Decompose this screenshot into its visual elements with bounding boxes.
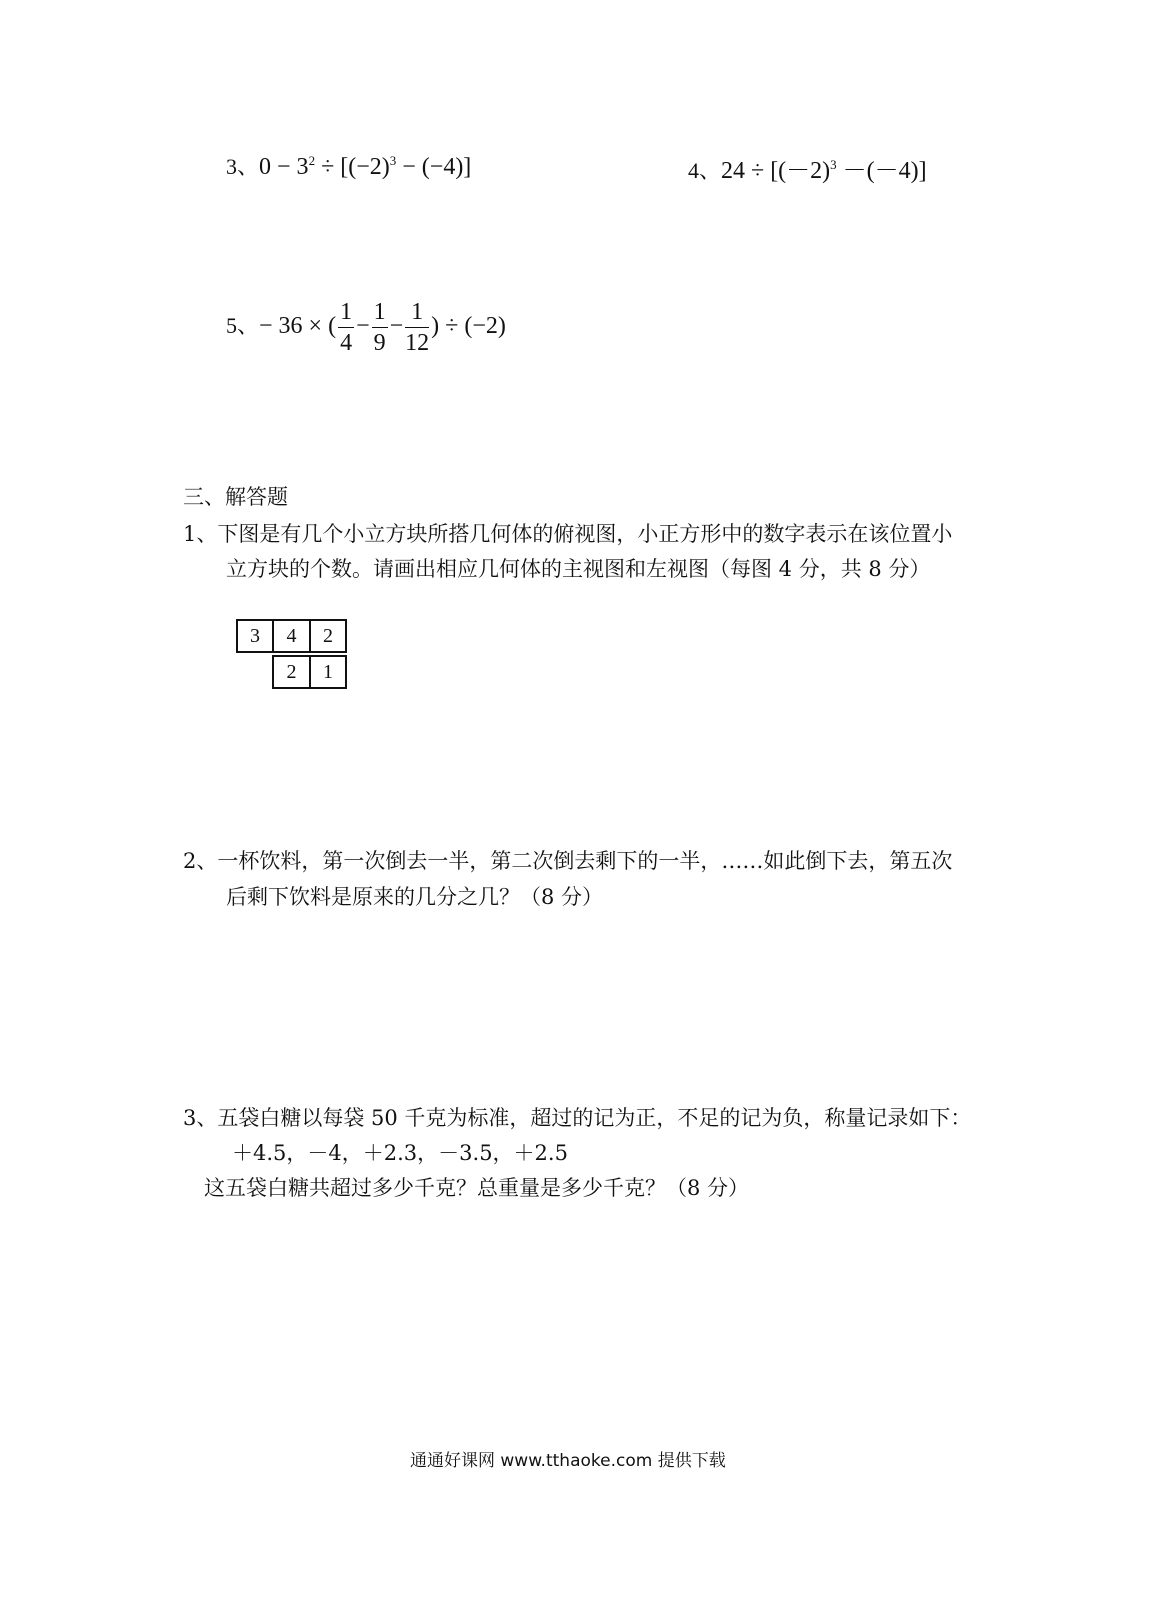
problem-5-prefix: − 36 × ( [259, 313, 337, 340]
q2-line2: 后剩下饮料是原来的几分之几？（8 分） [226, 885, 604, 909]
grid-cell-row1-col2: 4 [272, 619, 311, 653]
problem-3-exp-a: 2 [308, 153, 316, 168]
q1-line2: 立方块的个数。请画出相应几何体的主视图和左视图（每图 4 分，共 8 分） [226, 557, 931, 581]
problem-4 [688, 150, 927, 185]
q3-line2: ＋4.5，－4，＋2.3，－3.5，＋2.5 [232, 1141, 568, 1165]
q1-line1: 1、下图是有几个小立方块所搭几何体的俯视图，小正方形中的数字表示在该位置小 [183, 522, 953, 546]
problem-4-expr-a: 24 ÷ [(－2) [721, 158, 831, 184]
grid-cell-row1-col1: 3 [236, 619, 274, 653]
fraction-1 [338, 300, 354, 355]
fraction-2-numerator: 1 [372, 300, 388, 328]
fraction-3-numerator: 1 [405, 300, 429, 328]
q3-line1: 3、五袋白糖以每袋 50 千克为标准，超过的记为正，不足的记为负，称量记录如下： [183, 1106, 972, 1130]
q2-line1: 2、一杯饮料，第一次倒去一半，第二次倒去剩下的一半，……如此倒下去，第五次 [183, 849, 953, 873]
problem-3-label: 3、 [226, 154, 260, 179]
fraction-1-denominator: 4 [340, 330, 353, 356]
fraction-2 [372, 300, 388, 355]
problem-3 [226, 150, 471, 181]
problem-4-label: 4、 [688, 158, 722, 183]
problem-4-exp-a: 3 [830, 157, 837, 172]
grid-cell-row2-col2: 2 [272, 655, 311, 689]
problem-5-label: 5、 [226, 313, 260, 339]
fraction-3-denominator: 12 [405, 330, 430, 356]
fraction-1-numerator: 1 [338, 300, 354, 328]
problem-3-expr-a: 0 − 3 [259, 154, 309, 180]
problem-3-expr-b: ÷ [(−2) [315, 154, 390, 180]
problem-5 [226, 300, 506, 355]
q3-line3: 这五袋白糖共超过多少千克？总重量是多少千克？（8 分） [204, 1176, 750, 1200]
minus-1: − [356, 313, 370, 340]
problem-4-expr-b: －(－4)] [836, 158, 927, 184]
problem-3-expr-c: − (−4)] [396, 154, 472, 180]
fraction-3 [405, 300, 429, 355]
footer-text: 通通好课网 www.tthaoke.com 提供下载 [410, 1451, 726, 1471]
grid-cell-row1-col3: 2 [309, 619, 347, 653]
section-heading: 三、解答题 [183, 485, 288, 509]
problem-5-suffix: ) ÷ (−2) [431, 313, 506, 340]
grid-cell-row2-col3: 1 [309, 655, 347, 689]
minus-2: − [389, 313, 404, 340]
fraction-2-denominator: 9 [373, 330, 386, 356]
problem-3-exp-b: 3 [389, 153, 397, 168]
